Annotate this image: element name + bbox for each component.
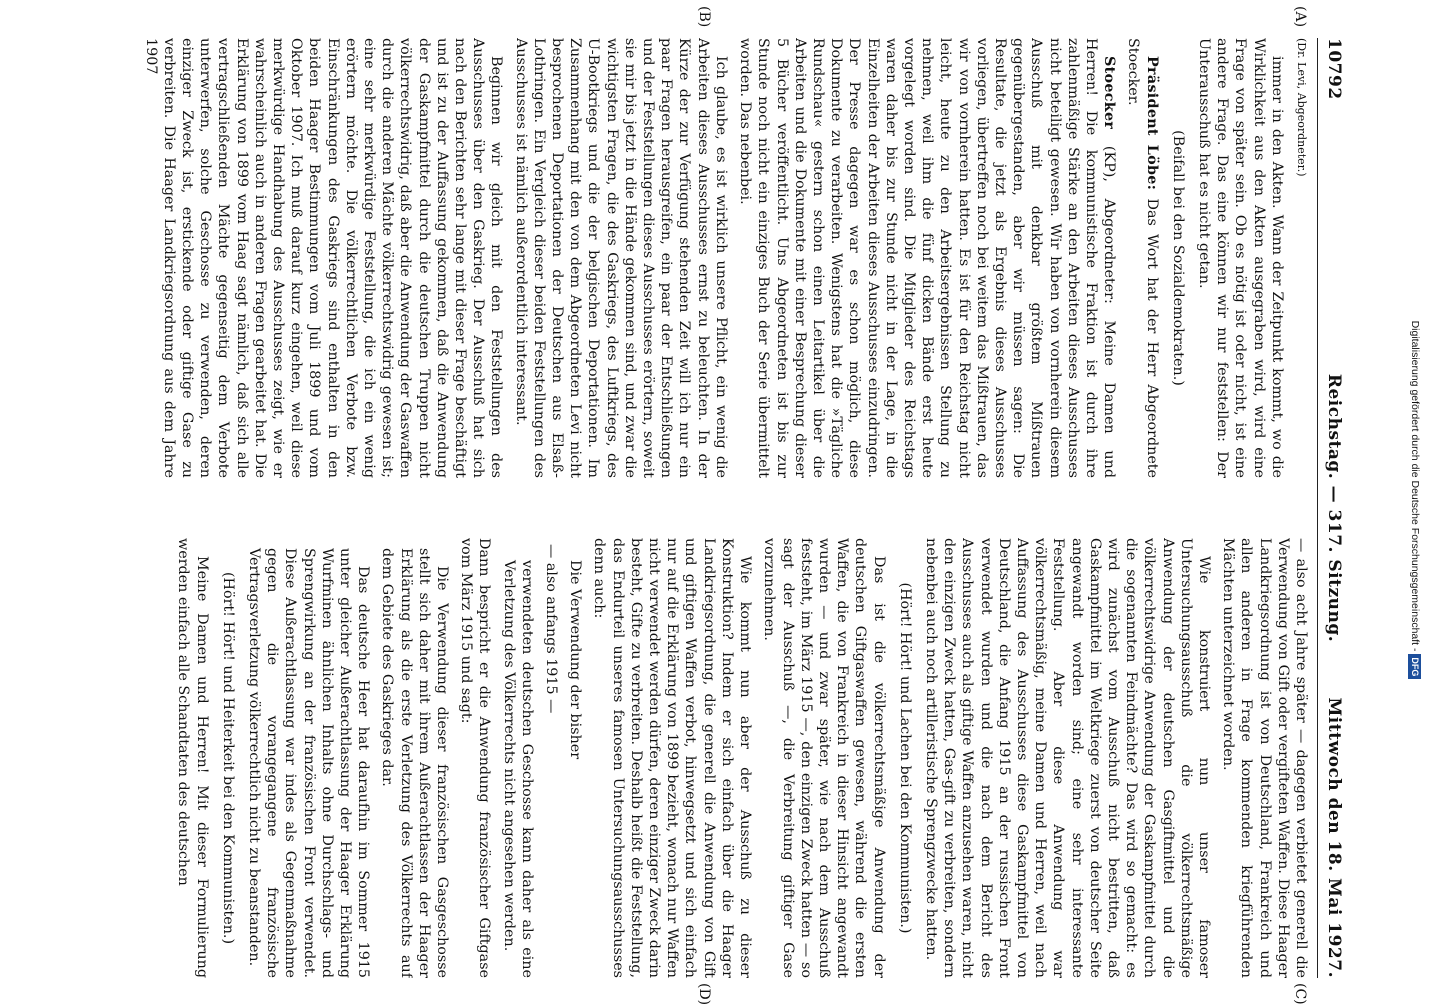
margin-mark-b: (B): [696, 6, 712, 28]
left-column: [70, 38, 1310, 478]
interjection: (Beifall bei den Sozialdemokraten.): [1169, 130, 1186, 386]
quote: Die Verwendung der bisher: [567, 560, 584, 760]
quote: Das deutsche Heer hat daraufhin im Sommer 1915 unter gleicher Außerachtlassung der Haager Erklärung Wurfminen ähnlichen Inhalts ohne Durchschlags- und Sprengwirkung an der französischen Front verwendet. Diese Außerachtlassung war indes als Gegenmaßnahme gegen die vorangegangene französische Vertragsverletzung völkerrechtlich nicht zu beanstanden.: [246, 548, 372, 978]
margin-mark-d: (D): [696, 983, 712, 1005]
paragraph: Dann bespricht er die Anwendung französischer Giftgase vom März 1915 und sagt:: [458, 538, 493, 978]
interjection: (Hört! Hört! und Lachen bei den Kommunisten.): [896, 582, 913, 934]
paragraph: [1124, 38, 1160, 478]
margin-mark-a: (A): [1292, 6, 1308, 28]
speaker-name: Stoecker: [1101, 56, 1118, 130]
header-session: Reichstag. — 317. Sitzung.: [1324, 373, 1344, 643]
digitization-credit: [1398, 10, 1432, 990]
paragraph: Meine Damen und Herren! Mit dieser Formulierung werden einfach alle Schandtaten des deutschen: [175, 538, 210, 978]
rotated-document-page: [52, 6, 1352, 1005]
dfg-logo: DFG: [1408, 654, 1421, 679]
quote: Die Verwendung dieser französischen Gasgeschosse stellt sich daher mit ihrem Außerachtlassen der Haager Erklärung als die erste Verletzung des Völkerrechts auf dem Gebiete des Gaskrieges dar.: [379, 548, 451, 978]
digitization-credit-text: [1398, 10, 1432, 990]
paragraph: [736, 38, 1118, 478]
page-header: [1318, 38, 1352, 978]
page-number: 10792: [1324, 38, 1344, 100]
speech-text: Das Wort hat der Herr Abgeordnete Stoecker.: [1125, 38, 1160, 478]
quote: verwendeten deutschen Geschosse kann daher als eine Verletzung des Völkerrechts nicht angesehen werden.: [500, 560, 535, 978]
speaker-name: Präsident Löbe:: [1143, 56, 1160, 191]
interjection: (Hört! Hört! und Heiterkeit bei den Kommunisten.): [219, 571, 236, 945]
header-date: Mittwoch den 18. Mai 1927.: [1324, 697, 1344, 978]
paragraph: Beginnen wir gleich mit den Feststellungen des Ausschusses über den Gaskrieg. Der Ausschuß hat sich nach den Berichten sehr lange mit dieser Frage beschäftigt und ist zu der Auffassung gekommen, daß die Anwendung der Gaskampfmittel durch die deutschen Truppen nicht völkerrechtswidrig, daß aber die Anwendung der Gaswaffen durch die anderen Mächte völkerrechtswidrig gewesen ist; eine sehr merkwürdige Feststellung, die ich ein wenig erörtern möchte. Die völkerrechtlichen Verbote bzw. Einschränkungen des Gaskriegs sind enthalten in den beiden Haager Bestimmungen vom Juli 1899 und vom Oktober 1907. Ich muß darauf kurz eingehen, weil diese merkwürdige Handhabung des Ausschusses zeigt, wie er wahrscheinlich auch in anderen Fragen gearbeitet hat. Die Erklärung von 1899 vom Haag sagt nämlich, daß sich alle vertragschließenden Mächte gegenseitig dem Verbote unterwerfen, solche Geschosse zu verwenden, deren einziger Zweck ist, erstickende oder giftige Gase zu verbreiten. Die Haager Landkriegsordnung aus dem Jahre 1907: [142, 38, 505, 478]
speaker-continuation: (Dr. Levi, Abgeordneter.): [1295, 38, 1308, 177]
paragraph: immer in den Akten. Wann der Zeitpunkt kommt, wo die Wirklichkeit aus den Akten ausgegraben wird, wird eine Frage von später sein. Ob es nötig ist oder nicht, ist eine andere Frage. Das eine können wir nur feststellen: Der Unterausschuß hat es nicht getan.: [1195, 38, 1285, 478]
paragraph: Wie kommt nun aber der Ausschuß zu dieser Konstruktion? Indem er sich einfach über die Haager Landkriegsordnung, die generell die Anwendung von Gift und giftigen Waffen verbot, hinwegsetzt und sich einfach nur auf die Erklärung von 1899 bezieht, wonach nur Waffen nicht verwendet werden dürfen, deren einziger Zweck darin besteht, Gifte zu verbreiten. Deshalb heißt die Feststellung, das Endurteil unseres famosen Untersuchungsausschusses denn auch:: [591, 538, 754, 978]
header-rule: [1317, 38, 1318, 978]
credit-text: Digitalisierung gefördert durch die Deutsche Forschungsgemeinschaft -: [1409, 320, 1421, 652]
quote-aside: — also anfangs 1915 —: [543, 544, 560, 714]
paragraph: — also acht Jahre später — dagegen verbietet generell die Verwendung von Gift oder vergifteten Waffen. Diese Haager Landkriegsordnung ist von Deutschland, Frankreich und allen anderen in Frage kommenden kriegführenden Mächten unterzeichnet worden.: [1220, 538, 1309, 978]
right-column: [70, 538, 1310, 978]
margin-mark-c: (C): [1292, 983, 1308, 1005]
speech-text: (KP), Abgeordneter: Meine Damen und Herren! Die kommunistische Fraktion ist durch ihre zahlenmäßige Stärke an den Arbeiten dieses Ausschusses nicht beteiligt gewesen. Wir haben von vornherein diesem Ausschuß mit denkbar größtem Mißtrauen gegenübergestanden, aber wir müssen sagen: Die Resultate, die jetzt als Ergebnis dieses Ausschusses vorliegen, übertreffen noch bei weitem das Mißtrauen, das wir von vornherein hatten. Es ist für den Reichstag nicht leicht, heute zu den Arbeitsergebnissen Stellung zu nehmen, weil ihm die fünf dicken Bände erst heute vorgelegt worden sind. Die Mitglieder des Reichstags waren daher bis zur Stunde nicht in der Lage, in die Einzelheiten der Arbeiten dieses Ausschusses einzudringen. Der Presse dagegen war es schon möglich, diese Dokumente zu verarbeiten. Wenigstens hat die »Tägliche Rundschau« gestern schon einen Leitartikel über die Arbeiten und die Dokumente mit einer Besprechung dieser 5 Bücher veröffentlicht. Uns Abgeordneten ist bis zur Stunde noch nicht ein einziges Buch der Serie übermittelt worden. Das nebenbei.: [737, 38, 1118, 478]
paragraph: Wie konstruiert nun unser famoser Untersuchungsausschuß die völkerrechtsmäßige Anwendung der deutschen Gasgiftmittel und die völkerrechtswidrige Anwendung der Gaskampfmittel durch die sogenannten Feindmächte? Das wird so gemacht: es wird zunächst vom Ausschuß nicht bestritten, daß Gaskampfmittel im Weltkriege zuerst von deutscher Seite angewandt worden sind; eine sehr interessante Feststellung. Aber diese Anwendung war völkerrechtsmäßig, meine Damen und Herren, weil nach Auffassung des Ausschusses diese Gaskampfmittel von Deutschland, die Anfang 1915 an der russischen Front verwendet wurden und die nach dem Bericht des Ausschusses auch als giftige Waffen anzusehen waren, nicht den einzigen Zweck hatten, Gas-gift zu verbreiten, sondern nebenbei auch noch artilleristische Sprengzwecke hatten.: [922, 538, 1212, 978]
paragraph: Das ist die völkerrechtsmäßige Anwendung der deutschen Giftgaswaffen gewesen, während die ersten Waffen, die von Frankreich in dieser Hinsicht angewandt wurden — und zwar später, wie nach dem Ausschuß feststeht, im März 1915 —, den einzigen Zweck hatten — so sagt der Ausschuß —, die Verbreitung giftiger Gase vorzunehmen.: [761, 538, 887, 978]
paragraph: Ich glaube, es ist wirklich unsere Pflicht, ein wenig die Arbeiten dieses Ausschusses ernst zu beleuchten. In der Kürze der zur Verfügung stehenden Zeit will ich nur ein paar Fragen herausgreifen, ein paar der Entschließungen und der Feststellungen dieses Ausschusses erörtern, soweit sie mir bis jetzt in die Hände gekommen sind, und zwar die wichtigsten Fragen, die des Gaskriegs, des Luftkriegs, des U-Bootkriegs und die der belgischen Deportationen. Im Zusammenhang mit den von dem Abgeordneten Levi nicht besprochenen Deportationen der Deutschen aus Elsaß-Lothringen. Ein Vergleich dieser beiden Feststellungen des Ausschusses ist nämlich außerordentlich interessant.: [512, 38, 729, 478]
